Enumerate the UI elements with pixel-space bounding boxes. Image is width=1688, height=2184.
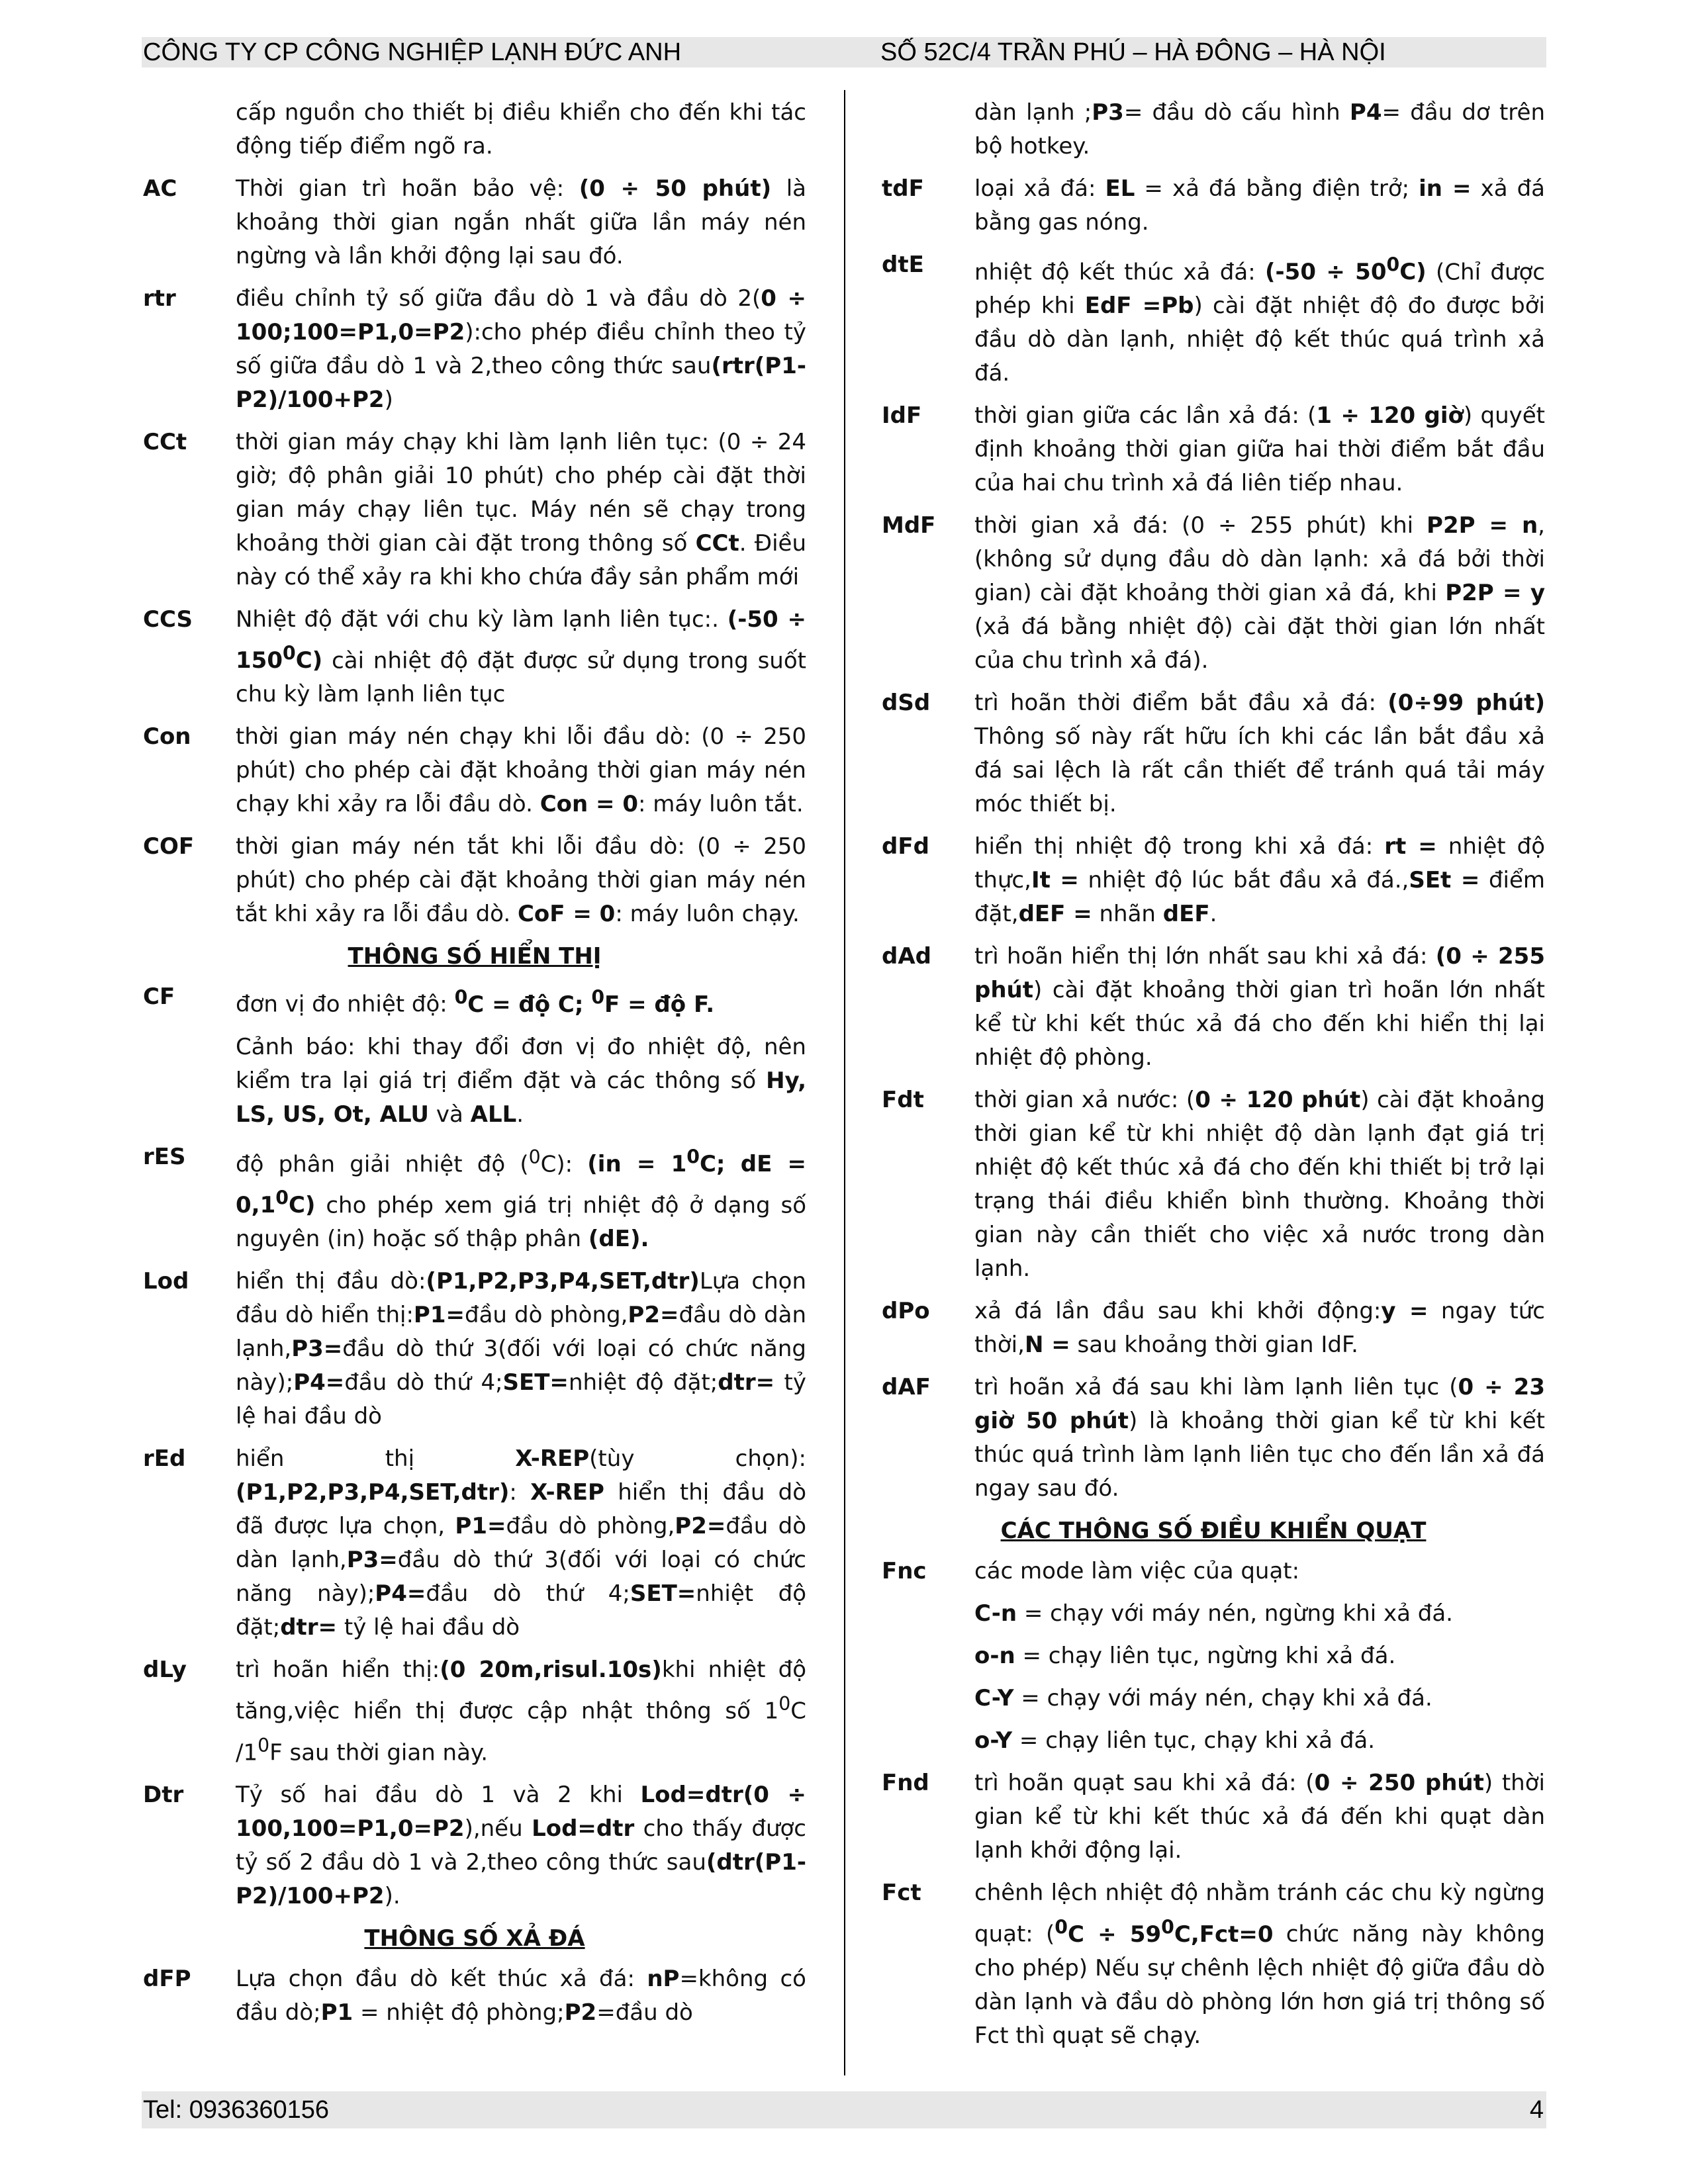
right-column — [882, 96, 1545, 2062]
param-key: Fnc — [882, 1558, 927, 1585]
param-entry-ccs — [143, 603, 806, 711]
param-entry-fnc — [882, 1555, 1545, 1588]
param-key: dPo — [882, 1298, 930, 1325]
param-key: Dtr — [143, 1781, 184, 1808]
left-column — [143, 96, 806, 2038]
page-footer — [142, 2091, 1546, 2128]
param-key: rtr — [143, 285, 176, 312]
param-description: thời gian xả nước: (0 ÷ 120 phút) cài đặt khoảng thời gian kể từ khi nhiệt độ dàn lạnh đạt giá trị nhiệt độ kết thúc xả đá cho đến khi thiết bị trở lại trạng thái điều khiển bình thường. Khoảng thời gian này cần thiết cho việc xả nước trong dàn lạnh. — [974, 1087, 1545, 1283]
param-entry-dfp — [143, 1962, 806, 2030]
param-description: chênh lệch nhiệt độ nhằm tránh các chu kỳ ngừng quạt: ($^0C \div 59^0C,Fct=0$ chức năng này không cho phép) Nếu sự chênh lệch nhiệt độ giữa đầu dò dàn lạnh và đầu dò phòng lớn hơn giá trị thông số Fct thì quạt sẽ chạy. — [974, 1880, 1545, 2049]
company-address: SỐ 52C/4 TRẦN PHÚ – HÀ ĐÔNG – HÀ NỘI — [880, 38, 1386, 66]
param-description: trì hoãn hiển thị lớn nhất sau khi xả đá: (0 ÷ 255 phút) cài đặt khoảng thời gian trì hoãn lớn nhất kể từ khi kết thúc xả đá cho đến khi hiển thị lại nhiệt độ phòng. — [974, 943, 1545, 1071]
param-key: dFP — [143, 1965, 191, 1992]
param-description: điều chỉnh tỷ số giữa đầu dò 1 và đầu dò 2(0 ÷ 100;100=P1,0=P2):cho phép điều chỉnh theo tỷ số giữa đầu dò 1 và 2,theo công thức sau(rtr(P1-P2)/100+P2) — [236, 285, 807, 413]
param-key: dtE — [882, 251, 924, 278]
param-entry-ac — [143, 172, 806, 273]
right-entries-fan — [882, 1766, 1545, 2052]
heading-display: THÔNG SỐ HIỂN THỊ — [348, 943, 602, 970]
param-key: Fdt — [882, 1087, 924, 1114]
param-description: hiển thị X-REP(tùy chọn):(P1,P2,P3,P4,SET,dtr): X-REP hiển thị đầu dò đã được lựa chọn, P1=đầu dò phòng,P2=đầu dò dàn lạnh,P3=đầu dò thứ 3(đối với loại có chức năng này);P4=đầu dò thứ 4;SET=nhiệt độ đặt;dtr= tỷ lệ hai đầu dò — [236, 1445, 807, 1641]
param-entry-mdf — [882, 509, 1545, 678]
fan-mode-option: o-n = chạy liên tục, ngừng khi xả đá. — [974, 1643, 1396, 1670]
param-description: xả đá lần đầu sau khi khởi động:y = ngay tức thời,N = sau khoảng thời gian IdF. — [974, 1298, 1545, 1359]
left-entries — [143, 172, 806, 931]
param-key: MdF — [882, 512, 936, 539]
param-entry-res — [143, 1140, 806, 1257]
param-entry-dad — [882, 940, 1545, 1075]
param-description: độ phân giải nhiệt độ ($^0$C): ($in = 1^0C$; dE = $0,1^0C$) cho phép xem giá trị nhiệt độ ở dạng số nguyên (in) hoặc số thập phân (dE). — [236, 1146, 806, 1253]
fan-mode-option: C-n = chạy với máy nén, ngừng khi xả đá. — [974, 1600, 1453, 1627]
param-entry-cct — [143, 426, 806, 594]
param-key: dSd — [882, 690, 931, 717]
param-description: thời gian giữa các lần xả đá: (1 ÷ 120 giờ) quyết định khoảng thời gian giữa hai thời điểm bắt đầu của hai chu trình xả đá liên tiếp nhau. — [974, 402, 1545, 497]
param-key: AC — [143, 175, 177, 202]
param-key: dAd — [882, 943, 931, 970]
param-description: loại xả đá: EL = xả đá bằng điện trở; in = xả đá bằng gas nóng. — [974, 175, 1545, 236]
heading-fan: CÁC THÔNG SỐ ĐIỀU KHIỂN QUẠT — [1000, 1518, 1427, 1545]
param-entry-dtr — [143, 1778, 806, 1913]
param-entry-dte — [882, 248, 1545, 390]
param-key: IdF — [882, 402, 922, 430]
param-key: dFd — [882, 833, 929, 860]
continued-text: cấp nguồn cho thiết bị điều khiển cho đến khi tác động tiếp điểm ngõ ra. — [236, 99, 806, 159]
param-entry-daf — [882, 1371, 1545, 1506]
continued-text-right: dàn lạnh ;P3= đầu dò cấu hình P4= đầu dơ trên bộ hotkey. — [974, 99, 1545, 159]
param-description: các mode làm việc của quạt: — [974, 1558, 1300, 1585]
param-key: CCt — [143, 429, 187, 455]
param-entry-rtr — [143, 282, 806, 417]
param-entry-red — [143, 1442, 806, 1645]
param-entry-fct — [882, 1876, 1545, 2052]
param-key: tdF — [882, 175, 924, 202]
fan-mode-option: o-Y = chạy liên tục, chạy khi xả đá. — [974, 1727, 1376, 1754]
right-entries — [882, 172, 1545, 1506]
footer-tel: Tel: 0936360156 — [143, 2096, 330, 2124]
param-entry-dly — [143, 1653, 806, 1770]
param-description: Thời gian trì hoãn bảo vệ: (0 ÷ 50 phút) là khoảng thời gian ngắn nhất giữa lần máy nén ngừng và lần khởi động lại sau đó. — [236, 175, 806, 269]
cf-warning: Cảnh báo: khi thay đổi đơn vị đo nhiệt độ, nên kiểm tra lại giá trị điểm đặt và các thông số Hy, LS, US, Ot, ALU và ALL. — [236, 1033, 806, 1128]
param-key: Lod — [143, 1268, 189, 1295]
param-key: Fct — [882, 1880, 921, 1907]
param-description: trì hoãn xả đá sau khi làm lạnh liên tục (0 ÷ 23 giờ 50 phút) là khoảng thời gian kể từ khi kết thúc quá trình làm lạnh liên tục cho đến lần xả đá ngay sau đó. — [974, 1374, 1545, 1502]
param-key: COF — [143, 833, 195, 860]
fnc-options — [882, 1597, 1545, 1758]
page-number: 4 — [1529, 2096, 1544, 2124]
param-description: thời gian máy nén chạy khi lỗi đầu dò: (0 ÷ 250 phút) cho phép cài đặt khoảng thời gian máy nén chạy khi xảy ra lỗi đầu dò. Con = 0: máy luôn tắt. — [236, 723, 806, 818]
page-header — [142, 37, 1546, 68]
param-description: thời gian máy chạy khi làm lạnh liên tục: (0 ÷ 24 giờ; độ phân giải 10 phút) cho phép cài đặt thời gian máy chạy liên tục. Máy nén sẽ chạy trong khoảng thời gian cài đặt trong thông số CCt. Điều này có thể xảy ra khi kho chứa đầy sản phẩm mới — [236, 429, 807, 590]
param-description: trì hoãn hiển thị:(0 20m,risul.10s)khi nhiệt độ tăng,việc hiển thị được cập nhật thông số $1^0C$ $/1^0F$ sau thời gian này. — [236, 1657, 807, 1766]
param-entry-dfd — [882, 830, 1545, 931]
param-entry-lod — [143, 1265, 806, 1433]
param-entry-cf — [143, 980, 806, 1021]
param-description: Tỷ số hai đầu dò 1 và 2 khi Lod=dtr(0 ÷ 100,100=P1,0=P2),nếu Lod=dtr cho thấy được tỷ số 2 đầu dò 1 và 2,theo công thức sau(dtr(P1-P2)/100+P2). — [236, 1781, 806, 1909]
param-description: trì hoãn thời điểm bắt đầu xả đá: (0÷99 phút) Thông số này rất hữu ích khi các lần bắt đầu xả đá sai lệch là rất cần thiết để tránh quá tải máy móc thiết bị. — [974, 690, 1545, 818]
param-key: Fnd — [882, 1770, 929, 1797]
param-key: CF — [143, 983, 175, 1011]
company-name: CÔNG TY CP CÔNG NGHIỆP LẠNH ĐỨC ANH — [143, 38, 682, 66]
param-description: nhiệt độ kết thúc xả đá: $(-50 \div 50^0C)$ (Chỉ được phép khi EdF =Pb) cài đặt nhiệt độ đo được bởi đầu dò dàn lạnh, nhiệt độ kết thúc quá trình xả đá. — [974, 254, 1545, 387]
fan-mode-option: C-Y = chạy với máy nén, chạy khi xả đá. — [974, 1685, 1432, 1712]
param-entry-dsd — [882, 686, 1545, 821]
param-description: hiển thị đầu dò:(P1,P2,P3,P4,SET,dtr)Lựa chọn đầu dò hiển thị:P1=đầu dò phòng,P2=đầu dò dàn lạnh,P3=đầu dò thứ 3(đối với loại có chức năng này);P4=đầu dò thứ 4;SET=nhiệt độ đặt;dtr= tỷ lệ hai đầu dò — [236, 1268, 807, 1430]
param-description: đơn vị đo nhiệt độ: $^0$C = độ C; $^0$F = độ F. — [236, 986, 715, 1018]
param-entry-dpo — [882, 1295, 1545, 1362]
param-entry-tdf — [882, 172, 1545, 240]
param-description: Nhiệt độ đặt với chu kỳ làm lạnh liên tục:. $(-50 \div 150^0C)$ cài nhiệt độ đặt được sử dụng trong suốt chu kỳ làm lạnh liên tục — [236, 606, 806, 708]
param-entry-cof — [143, 830, 806, 931]
fnc-entry-wrap — [882, 1555, 1545, 1588]
param-key: dAF — [882, 1374, 931, 1401]
param-description: trì hoãn quạt sau khi xả đá: (0 ÷ 250 phút) thời gian kể từ khi kết thúc xả đá đến khi quạt dàn lạnh khởi động lại. — [974, 1770, 1545, 1864]
left-entries-display — [143, 1140, 806, 1913]
param-description: Lựa chọn đầu dò kết thúc xả đá: nP=không có đầu dò;P1 = nhiệt độ phòng;P2=đầu dò — [236, 1965, 806, 2026]
param-entry-fdt — [882, 1083, 1545, 1286]
param-entry-con — [143, 720, 806, 821]
column-divider — [844, 90, 845, 2075]
param-description: thời gian máy nén tắt khi lỗi đầu dò: (0 ÷ 250 phút) cho phép cài đặt khoảng thời gian máy nén tắt khi xảy ra lỗi đầu dò. CoF = 0: máy luôn chạy. — [236, 833, 806, 928]
param-entry-idf — [882, 399, 1545, 500]
heading-defrost: THÔNG SỐ XẢ ĐÁ — [364, 1925, 585, 1952]
param-description: thời gian xả đá: (0 ÷ 255 phút) khi P2P = n, (không sử dụng đầu dò dàn lạnh: xả đá bởi thời gian) cài đặt khoảng thời gian xả đá, khi P2P = y (xả đá bằng nhiệt độ) cài đặt thời gian lớn nhất của chu trình xả đá). — [974, 512, 1545, 674]
param-key: rEd — [143, 1445, 186, 1473]
param-key: CCS — [143, 606, 193, 633]
param-description: hiển thị nhiệt độ trong khi xả đá: rt = nhiệt độ thực,It = nhiệt độ lúc bắt đầu xả đá.,SEt = điểm đặt,dEF = nhãn dEF. — [974, 833, 1546, 928]
cf-entry-wrap — [143, 980, 806, 1021]
param-key: rES — [143, 1143, 186, 1170]
param-key: Con — [143, 723, 191, 751]
dfp-entry-wrap — [143, 1962, 806, 2030]
param-key: dLy — [143, 1657, 187, 1684]
param-entry-fnd — [882, 1766, 1545, 1868]
